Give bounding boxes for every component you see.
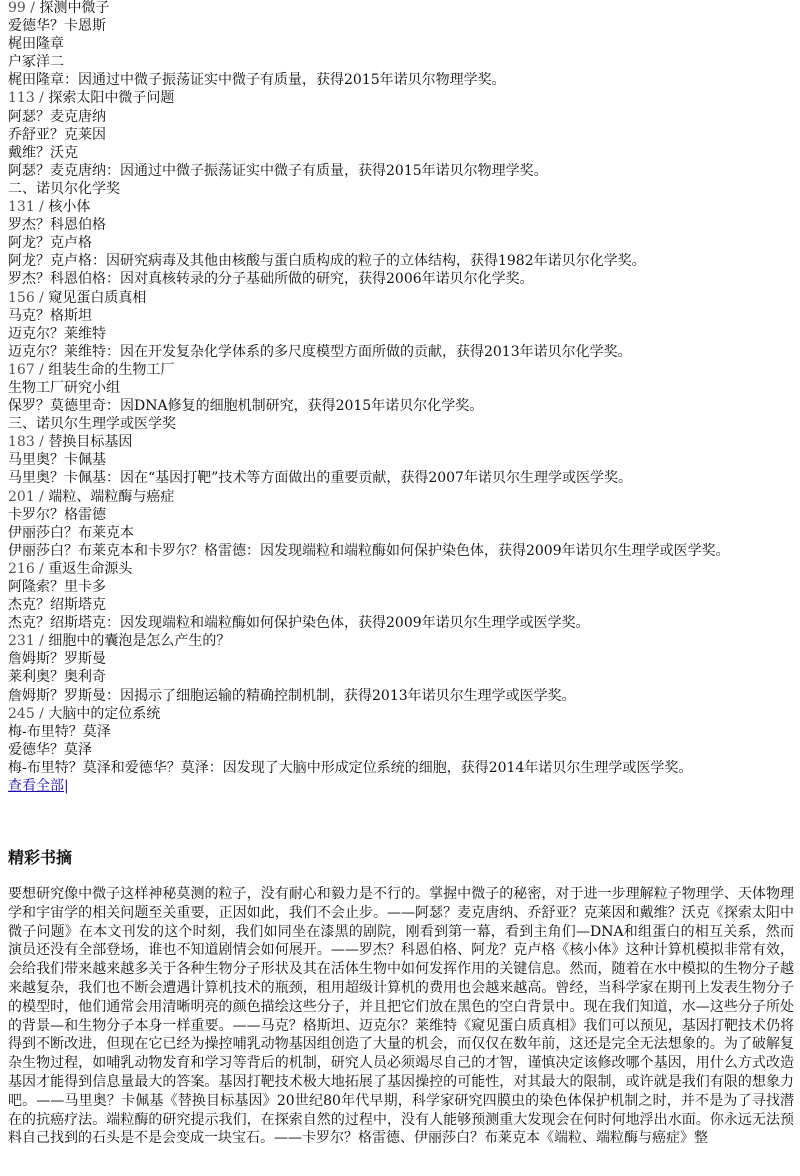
- toc-chapter-title: 探索太阳中微子问题: [48, 90, 175, 107]
- toc-page-separator: /: [34, 90, 49, 107]
- toc-text-line: 杰克？绍斯塔克: [8, 597, 106, 614]
- toc-chapter-title: 窥见蛋白质真相: [48, 289, 147, 306]
- toc-text-line: 梶田隆章: [8, 36, 64, 53]
- toc-text-line: 詹姆斯？罗斯曼: [8, 651, 106, 668]
- text-cursor: |: [64, 778, 69, 795]
- toc-text-line: 二、诺贝尔化学奖: [8, 180, 120, 197]
- toc-chapter-line: [8, 488, 794, 506]
- toc-chapter-title: 重返生命源头: [48, 560, 133, 577]
- toc-page-separator: /: [25, 0, 40, 16]
- toc-page-separator: /: [34, 633, 49, 650]
- toc-chapter-line: [8, 198, 794, 216]
- toc-page-number: 245: [8, 705, 35, 722]
- toc-text-line: 罗杰？科恩伯格: [8, 217, 106, 234]
- toc-text-line: 梅-布里特？莫泽和爱德华？莫泽：因发现了大脑中形成定位系统的细胞，获得2014年诺贝尔生理学或医学奖。: [8, 759, 693, 776]
- toc-page-number: 231: [8, 633, 35, 650]
- toc-text-line: 阿龙？克卢格：因研究病毒及其他由核酸与蛋白质构成的粒子的立体结构，获得1982年诺贝尔化学奖。: [8, 253, 646, 270]
- see-all-link[interactable]: 查看全部: [8, 778, 64, 795]
- toc-text-line: 三、诺贝尔生理学或医学奖: [8, 416, 176, 433]
- toc-page-separator: /: [34, 289, 49, 306]
- toc-chapter-line: [8, 433, 794, 451]
- toc-chapter-line: [8, 632, 794, 650]
- toc-text-line: 爱德华？莫泽: [8, 741, 92, 758]
- toc-text-line: 莱利奥？奥利奇: [8, 669, 106, 686]
- toc-page-number: 167: [8, 361, 35, 378]
- toc-text-line: 詹姆斯？罗斯曼：因揭示了细胞运输的精确控制机制，获得2013年诺贝尔生理学或医学奖。: [8, 687, 576, 704]
- toc-text-line: 伊丽莎白？布莱克本和卡罗尔？格雷德：因发现端粒和端粒酶如何保护染色体，获得2009年诺贝尔生理学或医学奖。: [8, 542, 730, 559]
- toc-chapter-title: 大脑中的定位系统: [48, 705, 161, 722]
- toc-page-number: 183: [8, 434, 35, 451]
- toc-text-line: 生物工厂研究小组: [8, 379, 120, 396]
- table-of-contents: [8, 0, 794, 795]
- toc-chapter-title: 组装生命的生物工厂: [48, 361, 175, 378]
- toc-chapter-title: 替换目标基因: [48, 434, 133, 451]
- toc-text-line: 阿瑟？麦克唐纳：因通过中微子振荡证实中微子有质量，获得2015年诺贝尔物理学奖。: [8, 162, 548, 179]
- toc-chapter-line: [8, 361, 794, 379]
- toc-text-line: 阿瑟？麦克唐纳: [8, 108, 106, 125]
- toc-chapter-line: [8, 289, 794, 307]
- toc-text-line: 杰克？绍斯塔克：因发现端粒和端粒酶如何保护染色体，获得2009年诺贝尔生理学或医学奖。: [8, 615, 590, 632]
- toc-page-number: 156: [8, 289, 35, 306]
- toc-page-number: 201: [8, 488, 35, 505]
- toc-page-separator: /: [34, 199, 49, 216]
- toc-text-line: 保罗？莫德里奇：因DNA修复的细胞机制研究，获得2015年诺贝尔化学奖。: [8, 398, 484, 415]
- toc-text-line: 梅-布里特？莫泽: [8, 723, 111, 740]
- toc-text-line: 罗杰？科恩伯格：因对真核转录的分子基础所做的研究，获得2006年诺贝尔化学奖。: [8, 271, 534, 288]
- toc-text-line: 阿隆索？里卡多: [8, 579, 106, 595]
- toc-text-line: 迈克尔？莱维特: [8, 325, 106, 342]
- toc-text-line: 马克？格斯坦: [8, 307, 92, 324]
- toc-text-line: 阿龙？克卢格: [8, 235, 92, 252]
- toc-page-number: 113: [8, 90, 35, 107]
- toc-page-number: 216: [8, 560, 35, 577]
- toc-chapter-line: [8, 89, 794, 107]
- toc-text-line: 戴维？沃克: [8, 144, 78, 161]
- toc-text-line: 马里奥？卡佩基：因在“基因打靶”技术等方面做出的重要贡献，获得2007年诺贝尔生理学或医学奖。: [8, 470, 632, 487]
- toc-chapter-line: [8, 0, 794, 17]
- toc-text-line: 乔舒亚？克莱因: [8, 126, 106, 143]
- toc-text-line: 伊丽莎白？布莱克本: [8, 524, 134, 541]
- toc-text-line: 爱德华？卡恩斯: [8, 18, 106, 35]
- toc-page-separator: /: [34, 560, 49, 577]
- toc-page-number: 131: [8, 199, 35, 216]
- see-all-line: [8, 777, 794, 795]
- toc-page-separator: /: [34, 705, 49, 722]
- toc-text-line: 梶田隆章：因通过中微子振荡证实中微子有质量，获得2015年诺贝尔物理学奖。: [8, 72, 506, 89]
- toc-page-separator: /: [34, 488, 49, 505]
- toc-chapter-line: [8, 705, 794, 723]
- toc-chapter-title: 核小体: [48, 199, 91, 216]
- toc-text-line: 户冢洋二: [8, 54, 64, 71]
- toc-text-line: 迈克尔？莱维特：因在开发复杂化学体系的多尺度模型方面所做的贡献，获得2013年诺贝尔化学奖。: [8, 343, 632, 360]
- toc-chapter-title: 细胞中的囊泡是怎么产生的？: [48, 633, 231, 650]
- toc-chapter-title: 端粒、端粒酶与癌症: [48, 488, 175, 505]
- toc-text-line: 卡罗尔？格雷德: [8, 506, 106, 523]
- excerpt-text: 要想研究像中微子这样神秘莫测的粒子，没有耐心和毅力是不行的。掌握中微子的秘密，对于进一步理解粒子物理学、天体物理学和宇宙学的相关问题至关重要，正因如此，我们不会止步。——阿瑟？麦克唐纳、乔舒亚？克莱因和戴维？沃克《探索太阳中微子问题》在本文刊发的这个时刻，我们如同坐在漆黑的剧院，刚看到第一幕，看到主角们—DNA和组蛋白的相互关系，然而演员还没有全部登场，谁也不知道剧情会如何展开。——罗杰？科恩伯格、阿龙？克卢格《核小体》这种计算机模拟非常有效，会给我们带来越来越多关于各种生物分子形状及其在活体生物中如何发挥作用的关键信息。然而，随着在水中模拟的生物分子越来越复杂，我们也不断会遭遇计算机技术的瓶颈，租用超级计算机的费用也会越来越高。曾经，当科学家在期刊上发表生物分子的模型时，他们通常会用清晰明亮的颜色描绘这些分子，并且把它们放在黑色的空白背景中。现在我们知道，水—这些分子所处的背景—和生物分子本身一样重要。——马克？格斯坦、迈克尔？莱维特《窥见蛋白质真相》我们可以预见，基因打靶技术仍将得到不断改进，但现在它已经为操控哺乳动物基因组创造了大量的机会，而仅仅在数年前，这还是完全无法想象的。为了破解复杂生物过程，如哺乳动物发育和学习等背后的机制，研究人员必须竭尽自己的才智，谨慎决定该修改哪个基因，用什么方式改造基因才能得到信息量最大的答案。基因打靶技术极大地拓展了基因操控的可能性，对其最大的限制，或许就是我们有限的想象力吧。——马里奥？卡佩基《替换目标基因》20世纪80年代早期，科学家研究四膜虫的染色体保护机制之时，并不是为了寻找潜在的抗癌疗法。端粒酶的研究提示我们，在探索自然的过程中，没有人能够预测重大发现会在何时何地浮出水面。你永远无法预料自己找到的石头是不是会变成一块宝石。——卡罗尔？格雷德、伊丽莎白？布莱克本《端粒、端粒酶与癌症》整: [8, 886, 794, 1147]
- toc-page-separator: /: [34, 434, 49, 451]
- toc-chapter-title: 探测中微子: [39, 0, 110, 16]
- toc-page-number: 99: [8, 0, 26, 16]
- toc-page-separator: /: [34, 361, 49, 378]
- toc-text-line: 马里奥？卡佩基: [8, 452, 106, 469]
- excerpt-heading: 精彩书摘: [8, 848, 73, 867]
- toc-chapter-line: [8, 560, 794, 578]
